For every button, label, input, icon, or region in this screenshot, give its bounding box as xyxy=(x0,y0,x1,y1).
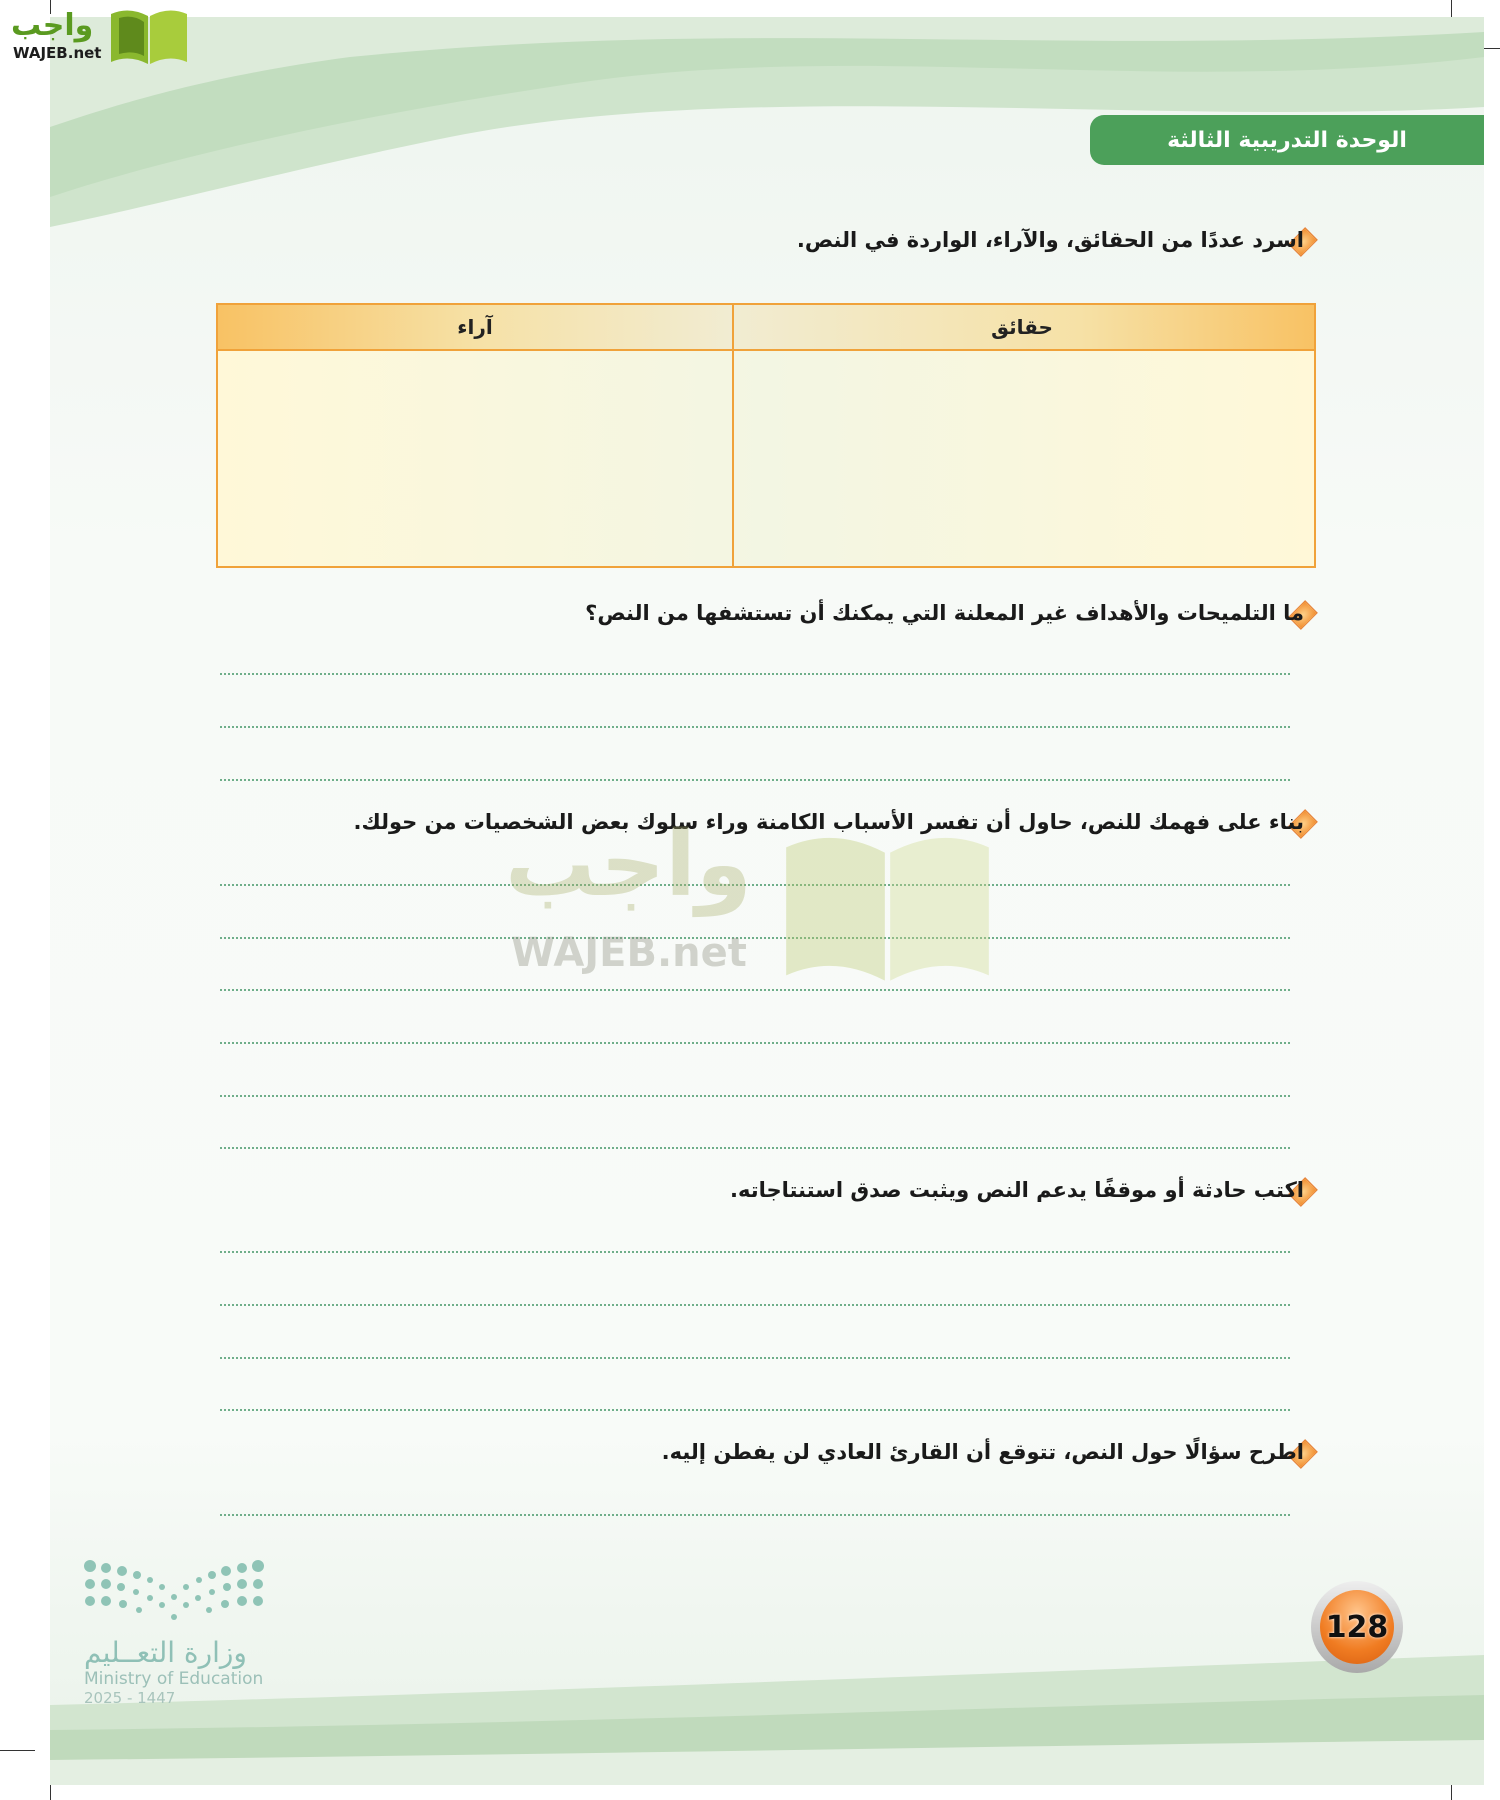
book-icon xyxy=(109,6,189,66)
table-header-opinions: آراء xyxy=(218,305,732,351)
book-icon xyxy=(775,826,1000,986)
answer-line[interactable] xyxy=(220,779,1290,781)
ministry-name-en: Ministry of Education xyxy=(84,1669,264,1689)
wajeb-watermark xyxy=(505,812,1000,988)
wajeb-logo xyxy=(9,6,189,68)
table-header-facts: حقائق xyxy=(730,305,1314,351)
wajeb-logo-ar: واجب xyxy=(11,8,94,43)
ministry-dots-icon xyxy=(84,1560,264,1626)
footer-wave-decoration xyxy=(50,1635,1484,1785)
answer-line[interactable] xyxy=(220,1042,1290,1044)
ministry-logo xyxy=(84,1560,264,1707)
page-number: 128 xyxy=(1320,1590,1394,1664)
answer-line[interactable] xyxy=(220,1251,1290,1253)
watermark-text-en: WAJEB.net xyxy=(511,930,747,976)
question-1: اسرد عددًا من الحقائق، والآراء، الواردة في النص. xyxy=(796,228,1304,252)
unit-title-banner: الوحدة التدريبية الثالثة xyxy=(1090,115,1484,165)
answer-line[interactable] xyxy=(220,1357,1290,1359)
answer-line[interactable] xyxy=(220,726,1290,728)
answer-line[interactable] xyxy=(220,1409,1290,1411)
answer-line[interactable] xyxy=(220,1304,1290,1306)
answer-line[interactable] xyxy=(220,1147,1290,1149)
question-2: ما التلميحات والأهداف غير المعلنة التي يمكنك أن تستشفها من النص؟ xyxy=(585,601,1304,625)
watermark-text-ar: واجب xyxy=(505,812,752,917)
page-number-badge xyxy=(1311,1581,1403,1673)
edition-year: 2025 - 1447 xyxy=(84,1689,176,1707)
question-3: بناء على فهمك للنص، حاول أن تفسر الأسباب الكامنة وراء سلوك بعض الشخصيات من حولك. xyxy=(353,810,1304,834)
ministry-name-ar: وزارة التعــليم xyxy=(84,1636,247,1669)
answer-line[interactable] xyxy=(220,1095,1290,1097)
answer-line[interactable] xyxy=(220,673,1290,675)
question-5: اطرح سؤالًا حول النص، تتوقع أن القارئ العادي لن يفطن إليه. xyxy=(661,1440,1304,1464)
wajeb-logo-en: WAJEB.net xyxy=(13,44,102,62)
answer-line[interactable] xyxy=(220,1514,1290,1516)
answer-line[interactable] xyxy=(220,989,1290,991)
table-divider xyxy=(732,305,734,566)
question-4: اكتب حادثة أو موقفًا يدعم النص ويثبت صدق استنتاجاته. xyxy=(729,1178,1304,1202)
facts-opinions-table xyxy=(216,303,1316,568)
